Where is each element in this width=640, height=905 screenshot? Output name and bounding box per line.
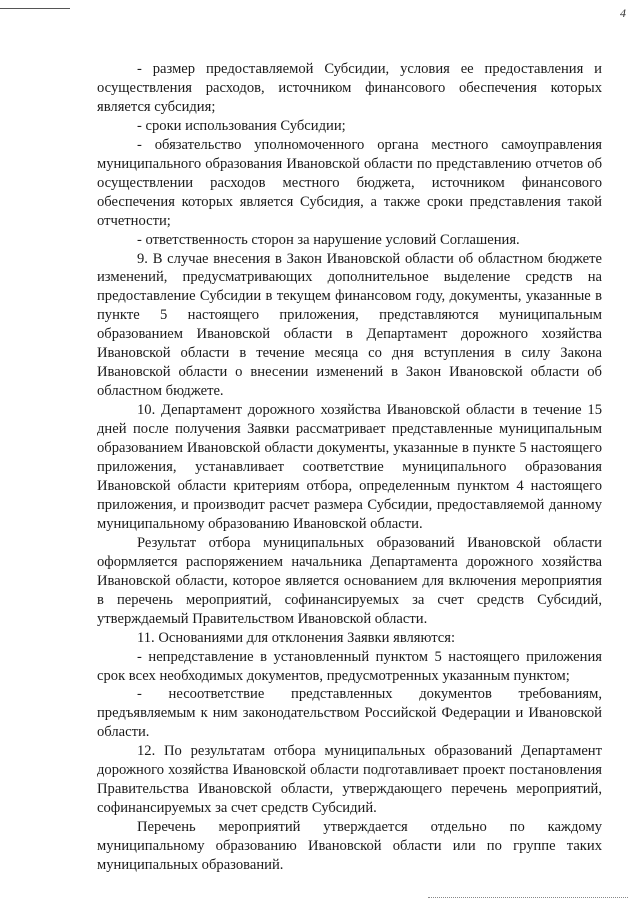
paragraph-list-approval: Перечень мероприятий утверждается отдельно по каждому муниципальному образованию Ивановской области или по группе таких муниципальных образований. bbox=[97, 819, 602, 874]
paragraph-subsidy-size: - размер предоставляемой Субсидии, условия ее предоставления и осуществления расходов, источником финансового обеспечения которых является субсидия; bbox=[97, 61, 602, 115]
paragraph-item-10: 10. Департамент дорожного хозяйства Ивановской области в течение 15 дней после получения Заявки рассматривает представленные муниципальным образованием Ивановской области документы, указанные в пункте 5 настоящего приложения, устанавливает соответствие муниципального образования Ивановской области критериям отбора, определенным пунктом 4 настоящего приложения, и производит расчет размера Субсидии, предоставляемой данному муниципальному образованию Ивановской области. bbox=[97, 402, 602, 532]
paragraph-item-11: 11. Основаниями для отклонения Заявки являются: bbox=[137, 629, 456, 646]
paragraph-item-12: 12. По результатам отбора муниципальных образований Департамент дорожного хозяйства Ивановской области подготавливает проект постановления Правительства Ивановской области, утверждающего перечень мероприятий, софинансируемых за счет средств Субсидий. bbox=[97, 743, 602, 817]
paragraph-item-9: 9. В случае внесения в Закон Ивановской области об областном бюджете изменений, предусматривающих дополнительное выделение средств на предоставление Субсидии в текущем финансовом году, документы, указанные в пункте 5 настоящего приложения, представляются муниципальным образованием Ивановской области в Департамент дорожного хозяйства Ивановской области в течение месяца со дня вступления в силу Закона Ивановской области о внесении изменений в Закон Ивановской области об областном бюджете. bbox=[97, 250, 602, 400]
document-body bbox=[97, 60, 602, 875]
paragraph-reporting-obligation: - обязательство уполномоченного органа местного самоуправления муниципального образования Ивановской области по представлению отчетов об осуществлении расходов местного бюджета, источником финансового обеспечения которых является Субсидия, а также сроки представления такой отчетности; bbox=[97, 136, 602, 229]
paragraph-responsibility: - ответственность сторон за нарушение условий Соглашения. bbox=[137, 231, 520, 248]
page-number: 4 bbox=[620, 6, 626, 20]
paragraph-subsidy-terms: - сроки использования Субсидии; bbox=[137, 117, 346, 134]
paragraph-selection-result: Результат отбора муниципальных образований Ивановской области оформляется распоряжением начальника Департамента дорожного хозяйства Ивановской области, которое является основанием для включения мероприятия в перечень мероприятий, софинансируемых за счет средств Субсидий, утверждаемый Правительством Ивановской области. bbox=[97, 534, 602, 627]
bottom-rule bbox=[428, 897, 628, 898]
paragraph-rejection-reason-1: - непредставление в установленный пунктом 5 настоящего приложения срок всех необходимых документов, предусмотренных указанным пунктом; bbox=[97, 648, 602, 684]
paragraph-rejection-reason-2: - несоответствие представленных документов требованиям, предъявляемым к ним законодательством Российской Федерации и Ивановской области. bbox=[97, 686, 602, 741]
top-rule bbox=[0, 8, 70, 9]
